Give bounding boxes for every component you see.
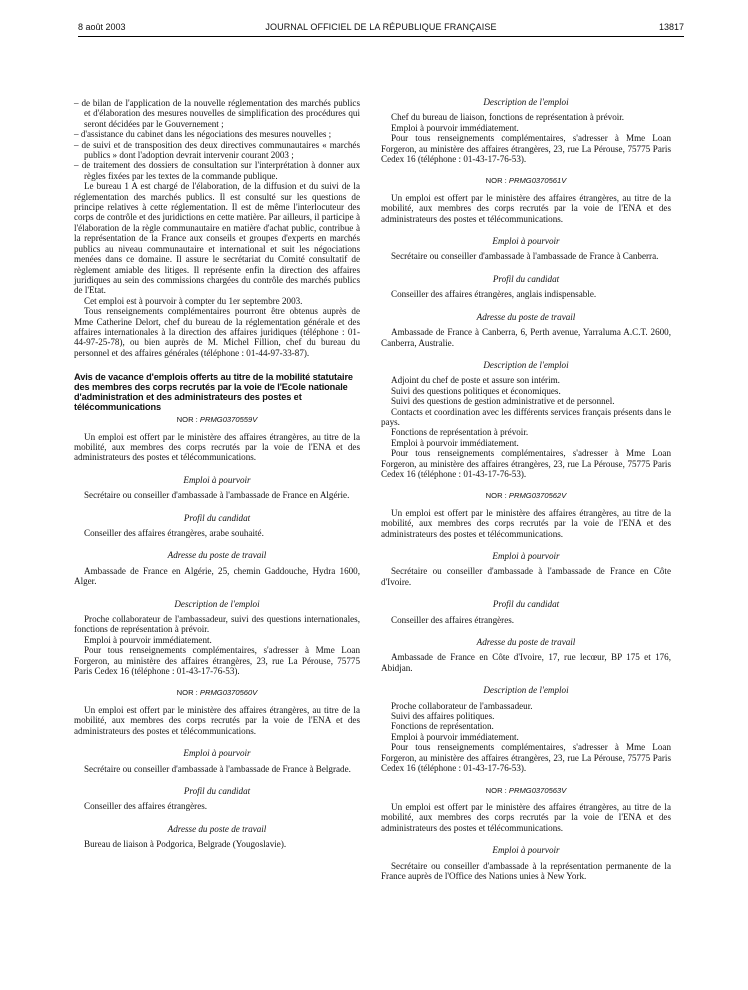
subheading-adresse: Adresse du poste de travail <box>167 823 267 834</box>
paragraph: Conseiller des affaires étrangères, arabe souhaité. <box>84 528 264 538</box>
bullet-item: – de bilan de l'application de la nouvelle réglementation des marchés publics et d'élaboration des mesures nouvelles de simplification des procédures qui seront décidées par le Gouvernement ; <box>74 98 360 129</box>
left-column <box>74 98 360 850</box>
paragraph: Proche collaborateur de l'ambassadeur. <box>391 700 533 711</box>
paragraph: Contacts et coordination avec les différents services français présents dans le pays. <box>381 406 671 427</box>
nor-reference: NOR : PRMG0370563V <box>485 785 567 795</box>
subheading-emploi: Emploi à pourvoir <box>492 551 560 561</box>
paragraph: Adjoint du chef de poste et assure son intérim. <box>391 375 560 386</box>
paragraph: Cet emploi est à pourvoir à compter du 1er septembre 2003. <box>84 295 303 306</box>
paragraph: Conseiller des affaires étrangères, anglais indispensable. <box>391 289 597 300</box>
nor-reference: NOR : PRMG0370559V <box>176 415 258 425</box>
paragraph: Emploi à pourvoir immédiatement. <box>391 122 519 133</box>
subheading-adresse: Adresse du poste de travail <box>476 637 576 648</box>
subheading-profil: Profil du candidat <box>183 512 251 523</box>
section-title: Avis de vacance d'emplois offerts au titre de la mobilité statutaire des membres des corps recrutés par la voie de l'Ecole nationale d'administration et des administrateurs des postes et télécommunications <box>74 372 353 413</box>
paragraph: Emploi à pourvoir immédiatement. <box>391 437 519 448</box>
header-title: JOURNAL OFFICIEL DE LA RÉPUBLIQUE FRANÇAISE <box>265 22 497 32</box>
nor-reference: NOR : PRMG0370561V <box>485 176 567 186</box>
paragraph: Secrétaire ou conseiller d'ambassade à l'ambassade de France en Algérie. <box>84 490 350 501</box>
subheading-adresse: Adresse du poste de travail <box>476 311 576 322</box>
paragraph: Bureau de liaison à Podgorica, Belgrade (Yougoslavie). <box>84 839 287 850</box>
bullet-item: – d'assistance du cabinet dans les négociations des mesures nouvelles ; <box>74 129 332 140</box>
paragraph: Secrétaire ou conseiller d'ambassade à l'ambassade de France à Canberra. <box>391 251 659 262</box>
paragraph: Emploi à pourvoir immédiatement. <box>391 731 519 742</box>
paragraph: Conseiller des affaires étrangères. <box>391 614 515 625</box>
paragraph: Emploi à pourvoir immédiatement. <box>84 634 212 645</box>
paragraph: Ambassade de France à Canberra, 6, Perth avenue, Yarraluma A.C.T. 2600, Canberra, Australie. <box>381 327 671 348</box>
page-header <box>78 22 684 36</box>
subheading-emploi: Emploi à pourvoir <box>183 748 251 759</box>
paragraph: Secrétaire ou conseiller d'ambassade à l'ambassade de France en Côte d'Ivoire. <box>381 566 671 587</box>
subheading-profil: Profil du candidat <box>183 785 251 796</box>
offer-paragraph: Un emploi est offert par le ministère des affaires étrangères, au titre de la mobilité, aux membres des corps recrutés par la voie de l'ENA et des administrateurs des postes et télécommunications. <box>74 704 360 736</box>
paragraph: Secrétaire ou conseiller d'ambassade à la représentation permanente de la France auprès de l'Office des Nations unies à New York. <box>381 860 671 881</box>
contact-paragraph: Pour tous renseignements complémentaires, s'adresser à Mme Loan Forgeron, au ministère des affaires étrangères, 23, rue La Pérouse, 75775 Paris Cedex 16 (téléphone : 01-43-17-76-53). <box>381 448 671 479</box>
bullet-item: – de suivi et de transposition des deux directives communautaires « marchés publics » dont l'adoption devrait intervenir courant 2003 ; <box>74 139 360 161</box>
subheading-profil: Profil du candidat <box>492 273 560 284</box>
header-rule <box>78 36 684 37</box>
bullet-item: – de traitement des dossiers de consultation sur l'interprétation à donner aux règles fixées par les textes de la commande publique. <box>74 160 360 181</box>
offer-paragraph: Un emploi est offert par le ministère des affaires étrangères, au titre de la mobilité, aux membres des corps recrutés par la voie de l'ENA et des administrateurs des postes et télécommunications. <box>381 192 671 224</box>
right-column <box>381 97 671 881</box>
subheading-adresse: Adresse du poste de travail <box>167 550 267 561</box>
paragraph: Fonctions de représentation à prévoir. <box>391 427 529 438</box>
paragraph: Conseiller des affaires étrangères. <box>84 801 208 812</box>
subheading-emploi: Emploi à pourvoir <box>492 236 560 247</box>
offer-paragraph: Un emploi est offert par le ministère des affaires étrangères, au titre de la mobilité, aux membres des corps recrutés par la voie de l'ENA et des administrateurs des postes et télécommunications. <box>74 431 360 463</box>
paragraph: Suivi des affaires politiques. <box>391 711 495 722</box>
contact-paragraph: Pour tous renseignements complémentaires, s'adresser à Mme Loan Forgeron, au ministère des affaires étrangères, 23, rue La Pérouse, 75775 Paris Cedex 16 (téléphone : 01-43-17-76-53). <box>381 133 671 165</box>
paragraph: Suivi des questions politiques et économiques. <box>391 385 561 396</box>
paragraph: Secrétaire ou conseiller d'ambassade à l'ambassade de France à Belgrade. <box>84 763 351 774</box>
paragraph: Fonctions de représentation. <box>391 721 494 732</box>
subheading-description: Description de l'emploi <box>483 685 569 696</box>
paragraph: Ambassade de France en Côte d'Ivoire, 17, rue lecœur, BP 175 et 176, Abidjan. <box>381 652 671 673</box>
subheading-description: Description de l'emploi <box>174 598 260 609</box>
subheading-description: Description de l'emploi <box>483 359 569 370</box>
nor-reference: NOR : PRMG0370562V <box>485 491 567 501</box>
header-date: 8 août 2003 <box>78 22 126 32</box>
subheading-emploi: Emploi à pourvoir <box>492 845 560 856</box>
offer-paragraph: Un emploi est offert par le ministère des affaires étrangères, au titre de la mobilité, aux membres des corps recrutés par la voie de l'ENA et des administrateurs des postes et télécommunications. <box>381 507 671 539</box>
paragraph: Chef du bureau de liaison, fonctions de représentation à prévoir. <box>391 112 625 123</box>
subheading-profil: Profil du candidat <box>492 599 560 610</box>
contact-paragraph: Pour tous renseignements complémentaires, s'adresser à Mme Loan Forgeron, au ministère des affaires étrangères, 23, rue La Pérouse, 75775 Paris Cedex 16 (téléphone : 01-43-17-76-53). <box>381 742 671 774</box>
contact-paragraph: Pour tous renseignements complémentaires, s'adresser à Mme Loan Forgeron, au ministère des affaires étrangères, 23, rue La Pérouse, 75775 Paris Cedex 16 (téléphone : 01-43-17-76-53). <box>74 645 360 677</box>
offer-paragraph: Un emploi est offert par le ministère des affaires étrangères, au titre de la mobilité, aux membres des corps recrutés par la voie de l'ENA et des administrateurs des postes et télécommunications. <box>381 801 671 833</box>
paragraph: Le bureau 1 A est chargé de l'élaboration, de la diffusion et du suivi de la réglementation des marchés publics. Il est consulté sur les questions de principe relatives à cette réglementation. Il est de même l'interlocuteur des corps de contrôle et des juridictions en cette matière. Par ailleurs, il participe à l'élaboration de la règle communautaire en matière d'achat public, contribue à la représentation de la France aux conseils et groupes d'experts en marchés publics au niveau communautaire et international et suit les négociations menées dans ce domaine. Il assure le secrétariat du Comité consultatif de règlement amiable des litiges. Il représente enfin la direction des affaires juridiques au sein des commissions chargées du contrôle des marchés publics de l'Etat. <box>74 181 360 296</box>
nor-reference: NOR : PRMG0370560V <box>176 688 258 698</box>
header-page-number: 13817 <box>658 22 684 32</box>
paragraph: Proche collaborateur de l'ambassadeur, suivi des questions internationales, fonctions de représentation à prévoir. <box>74 614 360 635</box>
subheading-description: Description de l'emploi <box>483 97 569 107</box>
paragraph: Tous renseignements complémentaires pourront être obtenus auprès de Mme Catherine Delort, chef du bureau de la réglementation générale et des affaires internationales à la direction des affaires juridiques (téléphone : 01-44-97-25-78), ou bien auprès de M. Michel Fillion, chef du bureau du personnel et des affaires générales (téléphone : 01-44-97-33-87). <box>74 306 360 358</box>
paragraph: Ambassade de France en Algérie, 25, chemin Gaddouche, Hydra 1600, Alger. <box>74 565 360 587</box>
paragraph: Suivi des questions de gestion administrative et de personnel. <box>391 396 615 407</box>
subheading-emploi: Emploi à pourvoir <box>183 474 251 485</box>
